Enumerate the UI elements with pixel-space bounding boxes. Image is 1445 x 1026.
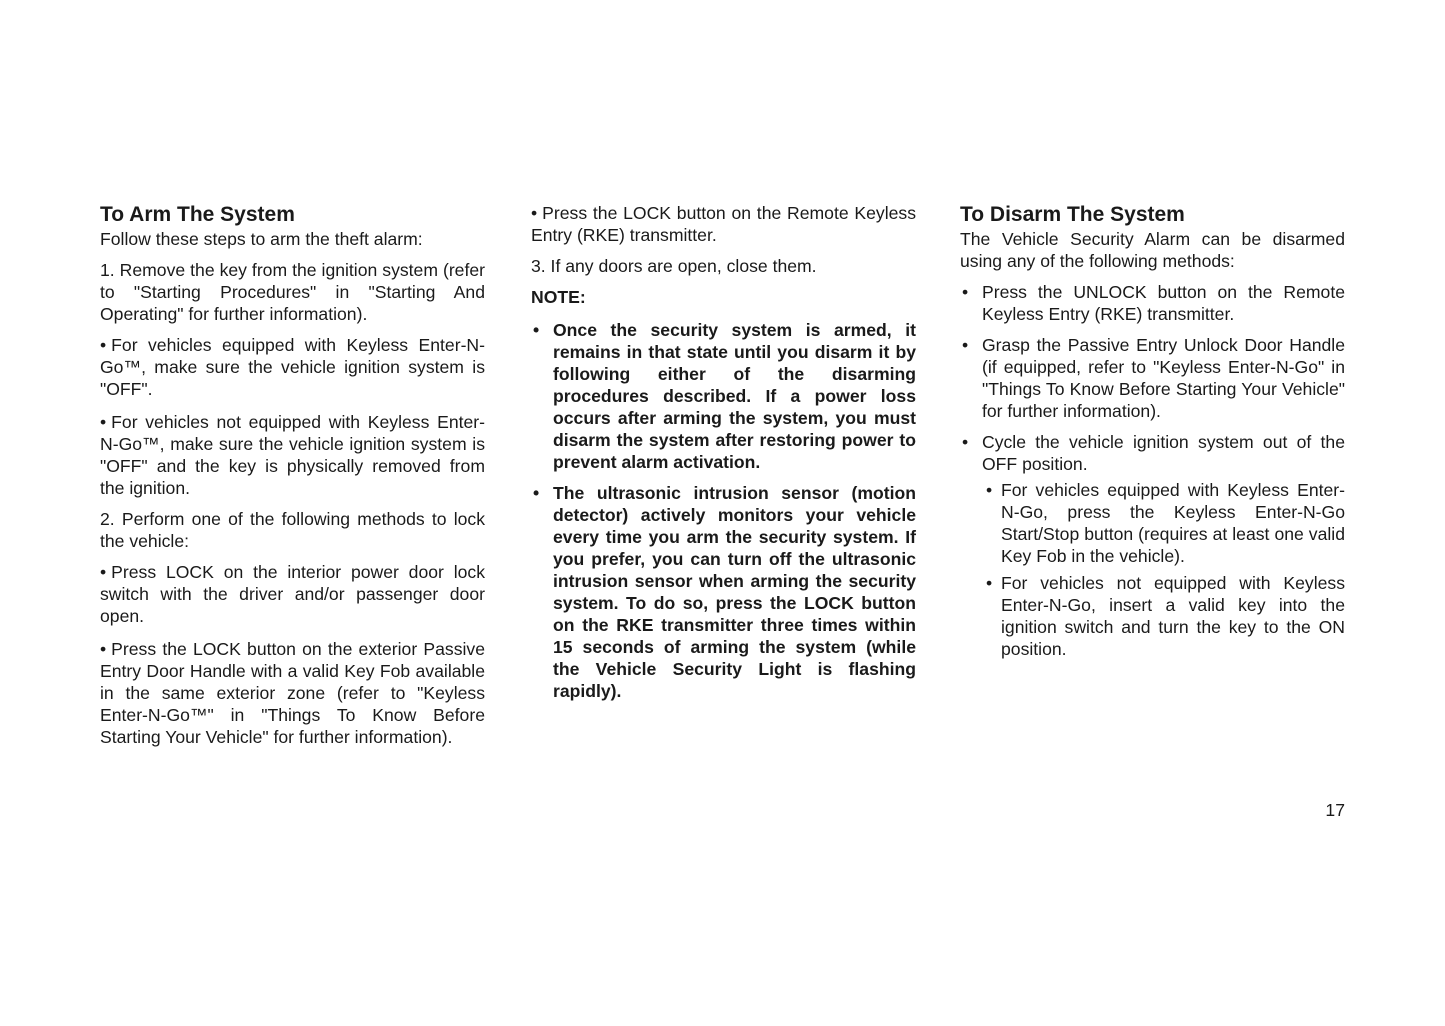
disarm-sub-no-keyless-text: For vehicles not equipped with Keyless Enter-N-Go, insert a valid key into the ignition switch and turn the key to the ON position. bbox=[1001, 573, 1345, 659]
bullet-dot: • bbox=[986, 480, 993, 500]
disarm-intro: The Vehicle Security Alarm can be disarmed using any of the following methods: bbox=[960, 229, 1345, 271]
bullet-dot: • bbox=[100, 335, 107, 355]
note-item-ultrasonic bbox=[531, 482, 916, 702]
bullet-dot: • bbox=[962, 335, 969, 355]
arm-intro: Follow these steps to arm the theft alarm: bbox=[100, 229, 423, 249]
arm-step-1: 1. Remove the key from the ignition system (refer to "Starting Procedures" in "Starting And Operating" for further information). bbox=[100, 260, 485, 324]
note-item-ultrasonic-text: The ultrasonic intrusion sensor (motion detector) actively monitors your vehicle every time you arm the security system. If you prefer, you can turn off the ultrasonic intrusion sensor when arming the security system. To do so, press the LOCK button on the RKE transmitter three times within 15 seconds of arming the system (while the Vehicle Security Light is flashing rapidly). bbox=[553, 483, 916, 701]
arm-step-3: 3. If any doors are open, close them. bbox=[531, 256, 817, 276]
arm-bullet-interior-lock bbox=[100, 561, 485, 627]
disarm-bullet-passive-entry bbox=[960, 334, 1345, 422]
column-right bbox=[960, 202, 1345, 660]
page-number: 17 bbox=[1325, 800, 1345, 820]
bullet-dot: • bbox=[100, 639, 107, 659]
bullet-dot: • bbox=[100, 562, 107, 582]
arm-bullet-passive-entry-text: Press the LOCK button on the exterior Passive Entry Door Handle with a valid Key Fob available in the same exterior zone (refer to "Keyless Enter-N-Go™" in "Things To Know Before Starting Your Vehicle" for further information). bbox=[100, 639, 485, 747]
bullet-dot: • bbox=[100, 412, 107, 432]
column-middle bbox=[531, 202, 916, 702]
note-item-armed-state bbox=[531, 319, 916, 473]
arm-step-2: 2. Perform one of the following methods to lock the vehicle: bbox=[100, 509, 485, 551]
heading-disarm-system: To Disarm The System bbox=[960, 203, 1185, 226]
arm-bullet-interior-lock-text: Press LOCK on the interior power door lock switch with the driver and/or passenger door open. bbox=[100, 562, 485, 626]
bullet-dot: • bbox=[533, 320, 540, 340]
bullet-dot: • bbox=[531, 203, 538, 223]
arm-bullet-rke bbox=[531, 202, 916, 246]
disarm-bullet-ignition bbox=[960, 431, 1345, 475]
disarm-bullet-unlock-text: Press the UNLOCK button on the Remote Keyless Entry (RKE) transmitter. bbox=[982, 282, 1345, 324]
disarm-bullet-ignition-text: Cycle the vehicle ignition system out of the OFF position. bbox=[982, 432, 1345, 474]
bullet-dot: • bbox=[962, 282, 969, 302]
disarm-sub-keyless bbox=[960, 479, 1345, 567]
heading-arm-system: To Arm The System bbox=[100, 203, 295, 226]
disarm-bullet-passive-entry-text: Grasp the Passive Entry Unlock Door Handle (if equipped, refer to "Keyless Enter-N-Go" in "Things To Know Before Starting Your Vehicle" for further information). bbox=[982, 335, 1345, 421]
bullet-dot: • bbox=[533, 483, 540, 503]
arm-bullet-passive-entry bbox=[100, 638, 485, 748]
disarm-sub-no-keyless bbox=[960, 572, 1345, 660]
arm-bullet-no-keyless bbox=[100, 411, 485, 499]
arm-bullet-no-keyless-text: For vehicles not equipped with Keyless Enter-N-Go™, make sure the vehicle ignition system is "OFF" and the key is physically removed from the ignition. bbox=[100, 412, 485, 498]
disarm-bullet-unlock bbox=[960, 281, 1345, 325]
arm-bullet-keyless bbox=[100, 334, 485, 400]
bullet-dot: • bbox=[986, 573, 993, 593]
bullet-dot: • bbox=[962, 432, 969, 452]
note-label: NOTE: bbox=[531, 287, 586, 307]
arm-bullet-rke-text: Press the LOCK button on the Remote Keyless Entry (RKE) transmitter. bbox=[531, 203, 916, 245]
column-left bbox=[100, 202, 485, 748]
arm-bullet-keyless-text: For vehicles equipped with Keyless Enter-N-Go™, make sure the vehicle ignition system is "OFF". bbox=[100, 335, 485, 399]
note-item-armed-state-text: Once the security system is armed, it remains in that state until you disarm it by following either of the disarming procedures described. If a power loss occurs after arming the system, you must disarm the system after restoring power to prevent alarm activation. bbox=[553, 320, 916, 472]
disarm-sub-keyless-text: For vehicles equipped with Keyless Enter-N-Go, press the Keyless Enter-N-Go Start/Stop button (requires at least one valid Key Fob in the vehicle). bbox=[1001, 480, 1345, 566]
